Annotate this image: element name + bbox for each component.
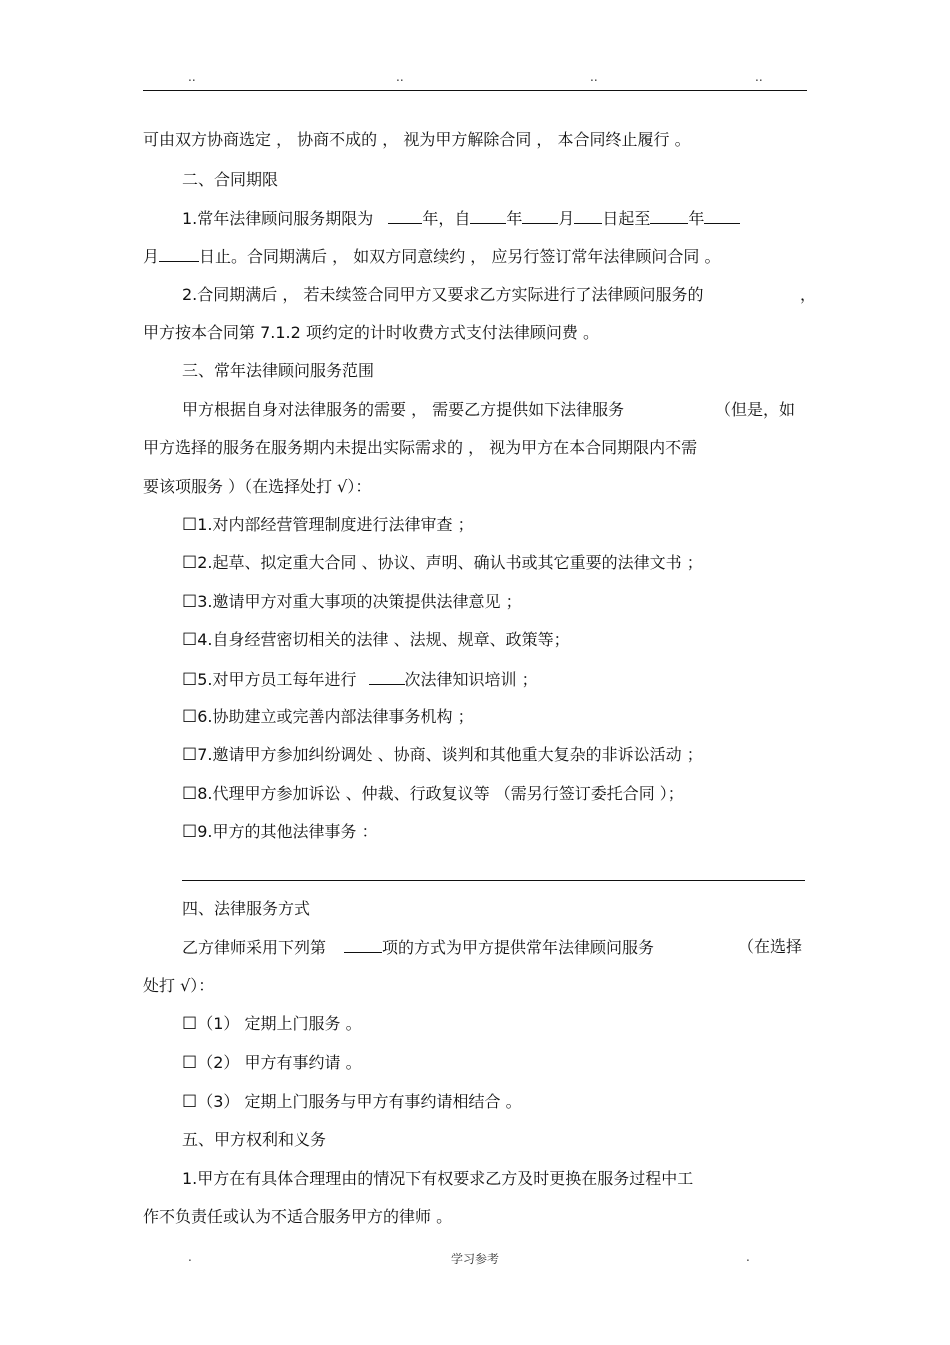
scope-item-6-label: 6.协助建立或完善内部法律事务机构 ； [197, 707, 474, 726]
header-dot-1: .. [188, 70, 196, 84]
scope-item-3-label: 3.邀请甲方对重大事项的决策提供法律意见 ； [197, 592, 522, 611]
scope-item-3 [182, 592, 522, 612]
checkbox-icon[interactable]: ☐ [182, 1053, 198, 1073]
method-option-1 [182, 1014, 362, 1034]
fill-in-line [182, 880, 805, 881]
paragraph-continued: 可由双方协商选定 ， 协商不成的 ， 视为甲方解除合同 ， 本合同终止履行 。 [143, 130, 691, 149]
blank-end-day [159, 246, 199, 262]
term-clause-1-text-f: 年 [688, 209, 705, 228]
scope-intro-line-1b: （但是，如 [715, 400, 796, 419]
footer-right-dot: . [746, 1250, 750, 1264]
scope-item-4 [182, 630, 570, 650]
header-dot-2: .. [396, 70, 404, 84]
scope-item-5-tail: 次法律知识培训 ； [404, 670, 538, 689]
checkbox-icon[interactable]: ☐ [182, 1092, 198, 1112]
blank-start-year [470, 208, 506, 224]
checkbox-icon[interactable]: ☐ [182, 630, 198, 650]
scope-item-8-label: 8.代理甲方参加诉讼 、仲裁、行政复议等 （需另行签订委托合同 ）； [197, 784, 684, 803]
service-method-text-b: 项的方式为甲方提供常年法律顾问服务 [382, 938, 655, 957]
section-2-title: 二、合同期限 [182, 170, 279, 189]
service-method-line-2: 处打 √）： [143, 976, 215, 995]
service-method-text-a: 乙方律师采用下列第 [182, 938, 327, 957]
section-3-title: 三、常年法律顾问服务范围 [182, 361, 375, 380]
term-clause-1-text-a: 1.常年法律顾问服务期限为 [182, 209, 379, 228]
header-dot-3: .. [590, 70, 598, 84]
checkbox-icon[interactable]: ☐ [182, 707, 198, 727]
header-dot-4: .. [755, 70, 763, 84]
service-method-text-c: （在选择 [738, 937, 803, 956]
scope-item-2 [182, 553, 703, 573]
footer-left-dot: . [188, 1250, 192, 1264]
scope-item-9-label: 9.甲方的其他法律事务 ： [197, 822, 378, 841]
blank-end-month [704, 208, 740, 224]
term-clause-2-comma: ， [800, 285, 817, 304]
client-rights-line-2: 作不负责任或认为不适合服务甲方的律师 。 [143, 1207, 453, 1226]
term-clause-1-text-e: 日起至 [602, 209, 651, 228]
method-option-3-label: （3） 定期上门服务与甲方有事约请相结合 。 [197, 1092, 522, 1111]
footer-label: 学习参考 [451, 1252, 500, 1266]
checkbox-icon[interactable]: ☐ [182, 515, 198, 535]
scope-item-5-label: 5.对甲方员工每年进行 [197, 670, 357, 689]
blank-start-day [574, 208, 602, 224]
term-clause-1-text-b: 年，自 [422, 209, 471, 228]
term-clause-1-text-h: 日止。合同期满后 ， 如双方同意续约 ， 应另行签订常年法律顾问合同 。 [199, 247, 721, 266]
scope-item-7-label: 7.邀请甲方参加纠纷调处 、协商、谈判和其他重大复杂的非诉讼活动 ； [197, 745, 703, 764]
blank-method-number [344, 937, 382, 953]
header-rule [143, 90, 807, 91]
scope-item-4-label: 4.自身经营密切相关的法律 、法规、规章、政策等； [197, 630, 570, 649]
method-option-1-label: （1） 定期上门服务 。 [197, 1014, 362, 1033]
method-option-2 [182, 1053, 362, 1073]
checkbox-icon[interactable]: ☐ [182, 822, 198, 842]
term-clause-1-text-d: 月 [558, 209, 575, 228]
scope-intro-line-3: 要该项服务 ）（在选择处打 √）： [143, 477, 372, 496]
term-clause-1-line-2 [143, 246, 720, 267]
checkbox-icon[interactable]: ☐ [182, 1014, 198, 1034]
scope-item-5 [182, 669, 538, 690]
checkbox-icon[interactable]: ☐ [182, 553, 198, 573]
section-4-title: 四、法律服务方式 [182, 899, 311, 918]
blank-start-month [522, 208, 558, 224]
service-method-line-1 [182, 937, 654, 958]
checkbox-icon[interactable]: ☐ [182, 784, 198, 804]
term-clause-1-line-1 [182, 208, 740, 229]
scope-item-8 [182, 784, 684, 804]
section-5-title: 五、甲方权利和义务 [182, 1130, 327, 1149]
blank-years [388, 208, 422, 224]
scope-item-7 [182, 745, 703, 765]
method-option-3 [182, 1092, 522, 1112]
scope-item-1 [182, 515, 474, 535]
scope-item-1-label: 1.对内部经营管理制度进行法律审查 ； [197, 515, 474, 534]
term-clause-1-text-c: 年 [506, 209, 523, 228]
term-clause-2-line-1: 2.合同期满后 ， 若未续签合同甲方又要求乙方实际进行了法律顾问服务的 [182, 285, 704, 304]
method-option-2-label: （2） 甲方有事约请 。 [197, 1053, 362, 1072]
scope-intro-line-1a: 甲方根据自身对法律服务的需要 ， 需要乙方提供如下法律服务 [182, 400, 625, 419]
scope-item-9 [182, 822, 378, 842]
scope-item-6 [182, 707, 474, 727]
blank-training-count [369, 669, 405, 685]
blank-end-year [650, 208, 688, 224]
term-clause-2-line-2: 甲方按本合同第 7.1.2 项约定的计时收费方式支付法律顾问费 。 [143, 323, 599, 342]
term-clause-1-text-g: 月 [143, 247, 160, 266]
scope-intro-line-2: 甲方选择的服务在服务期内未提出实际需求的 ， 视为甲方在本合同期限内不需 [143, 438, 698, 457]
checkbox-icon[interactable]: ☐ [182, 745, 198, 765]
client-rights-line-1: 1.甲方在有具体合理理由的情况下有权要求乙方及时更换在服务过程中工 [182, 1169, 694, 1188]
checkbox-icon[interactable]: ☐ [182, 670, 198, 690]
checkbox-icon[interactable]: ☐ [182, 592, 198, 612]
scope-item-2-label: 2.起草、拟定重大合同 、协议、声明、确认书或其它重要的法律文书 ； [197, 553, 703, 572]
